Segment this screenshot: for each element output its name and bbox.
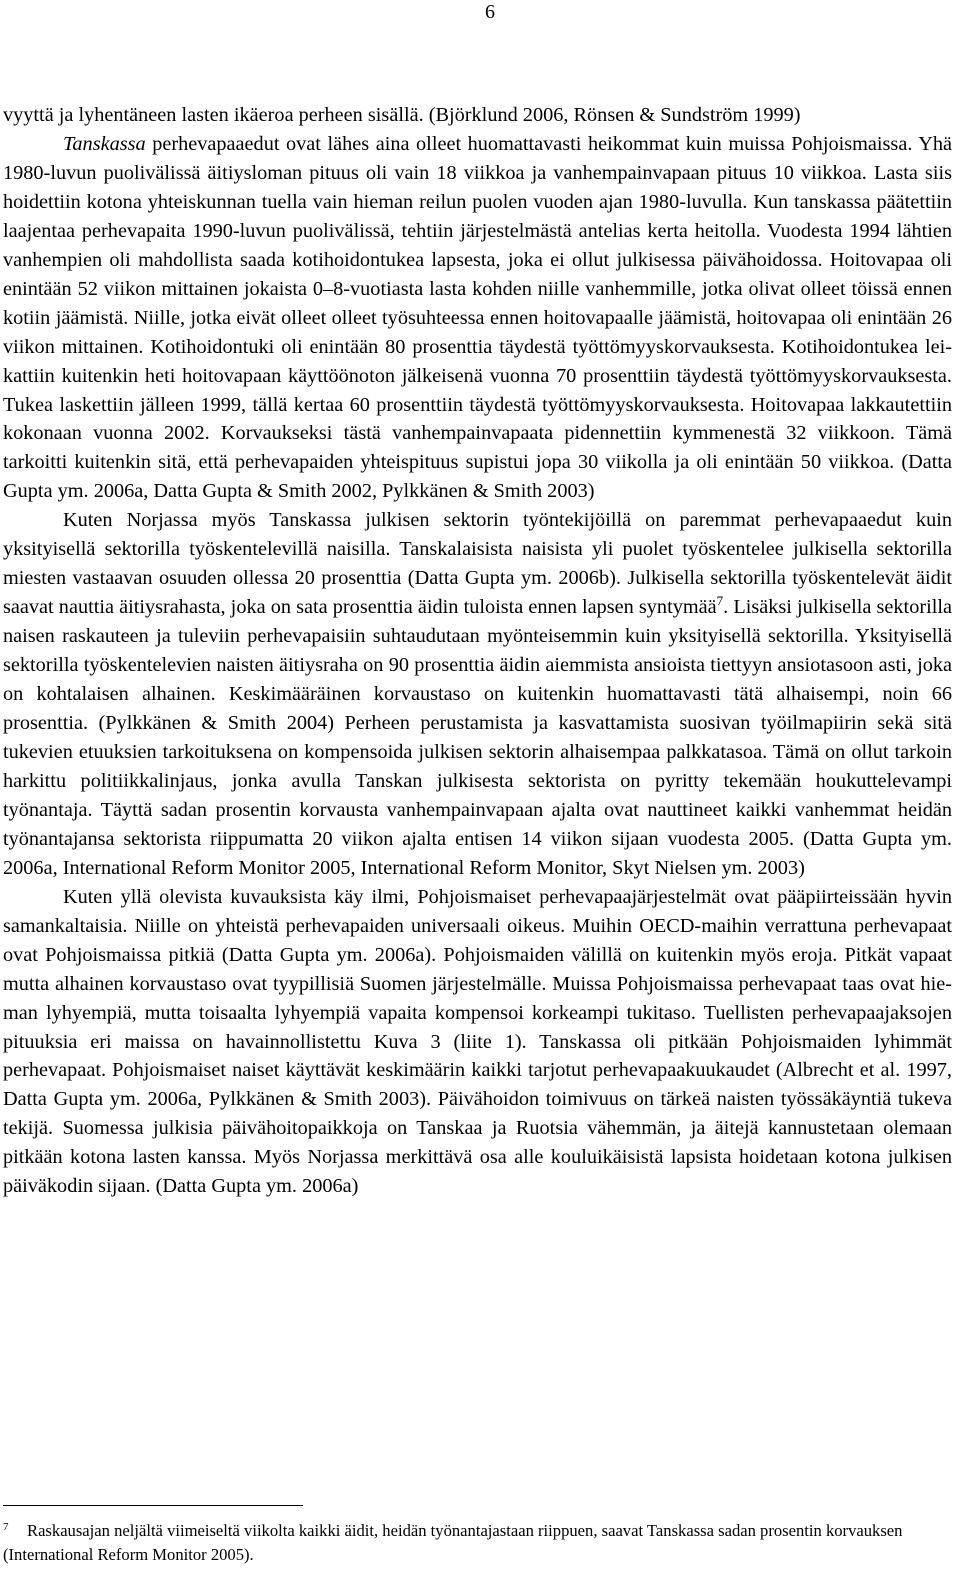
paragraph-text: . Lisäksi julkisella sektorilla naisen raskauteen ja tuleviin perhevapaisiin suhtaudutaan myönteisemmin kuin yksityisellä sektorilla. Yksityisellä sektorilla työskentelevien naisten äitiysraha on 90 prosenttia äidin aiemmista ansioista tiettyyn ansiotasoon asti, joka on kohtalaisen alhainen. Keskimääräinen korvaustaso on kuitenkin huomattavasti tätä alhaisempi, noin 66 prosenttia. (Pylkkänen & Smith 2004) Perheen perustamista ja kasvattamista suosivan työilmapiirin sekä sitä tukevien etuuksien tarkoituksena on kompensoida julkisen sektorin alhaisempaa palkkatasoa. Tämä on ollut tarkoin harkittu politiikkalinjaus, jonka avulla Tanskan julkisesta sektorista on pyritty tekemään houkuttelevampi työnantaja. Täyttä sadan prosentin korvausta vanhempainvapaan ajalta ovat nauttineet kaikki vanhemmat heidän työnantajansa sektorista riippumatta 20 viikon ajalta entisen 14 viikon sijaan vuodesta 2005. (Datta Gupta ym. 2006a, International Reform Monitor 2005, International Reform Monitor, Skyt Nielsen ym. 2003) [3, 596, 952, 879]
footnote-text: Raskausajan neljältä viimeiseltä viikolta kaikki äidit, heidän työnantajastaan riippuen, saavat Tanskassa sadan prosentin korvauksen (International Reform Monitor 2005). [3, 1521, 903, 1564]
paragraph-text: Kuten Norjassa myös Tanskassa julkisen sektorin työntekijöillä on paremmat perhevapaaedut kuin yksityisellä sektorilla työskentelevillä naisilla. Tanskalaisista naisista yli puolet työskentelee julkisella sektorilla miesten vastaavan osuuden ollessa 20 prosenttia (Datta Gupta ym. 2006b). Julkisella sektorilla työskentelevät äidit saavat nauttia äitiysrahasta, joka on sata prosenttia äidin tuloista ennen lapsen syntymää [3, 509, 952, 619]
paragraph [3, 506, 952, 882]
paragraph-text: vyyttä ja lyhentäneen lasten ikäeroa perheen sisällä. (Björklund 2006, Rönsen & Sundström 1999) [3, 104, 801, 126]
emphasized-text: Tanskassa [63, 132, 146, 155]
paragraph-text: Kuten yllä olevista kuvauksista käy ilmi, Pohjoismaiset perhevapaajärjestelmät ovat pääpiirteissään hyvin samankaltaisia. Niille on yhteistä perhevapaiden universaali oikeus. Muihin OECD-maihin verrattuna perhevapaat ovat Pohjoismaissa pitkiä (Datta Gupta ym. 2006a). Pohjoismaiden välillä on kuitenkin myös eroja. Pitkät vapaat mutta alhainen korvaustaso ovat tyypillisiä Suomen järjestelmälle. Muissa Pohjoismaissa perhevapaat taas ovat hieman lyhyempiä, mutta toisaalta lyhyempiä vapaita kompensoi korkeampi tukitaso. Tuellisten perhevapaajaksojen pituuksia eri maissa on havainnollistettu Kuva 3 (liite 1). Tanskassa oli pitkään Pohjoismaiden lyhimmät perhevapaat. Pohjoismaiset naiset käyttävät keskimäärin kaikki tarjotut perhevapaakuukaudet (Albrecht et al. 1997, Datta Gupta ym. 2006a, Pylkkänen & Smith 2003). Päivähoidon toimivuus on tärkeä naisten työssäkäyntiä tukeva tekijä. Suomessa julkisia päivähoitopaikkoja on Tanskaa ja Ruotsia vähemmän, ja äitejä kannustetaan olemaan pitkään kotona lasten kanssa. Myös Norjassa merkittävä osa alle kouluikäisistä lapsista hoidetaan kotona julkisen päiväkodin sijaan. (Datta Gupta ym. 2006a) [3, 885, 952, 1198]
paragraph [3, 883, 952, 1201]
footnote-reference: 7 [716, 593, 724, 609]
body-text [3, 101, 952, 1201]
paragraph [3, 130, 952, 506]
paragraph-text: perhevapaaedut ovat lähes aina olleet huomattavasti heikommat kuin muissa Pohjoismaissa. Yhä 1980-luvun puolivälissä äitiysloman pituus oli vain 18 viikkoa ja vanhempainvapaan pituus 10 viikkoa. Lasta siis hoidettiin kotona yhteiskunnan tuella vain hieman reilun puolen vuoden ajan 1980-luvulla. Kun tanskassa päätettiin laajentaa perhevapaita 1990-luvun puolivälissä, tehtiin järjestelmästä antelias kerta heitolla. Vuodesta 1994 lähtien vanhempien oli mahdollista saada kotihoidontukea lapsesta, joka ei ollut julkisessa päivähoidossa. Hoitovapaa oli enintään 52 viikon mittainen jokaista 0–8-vuotiasta lasta kohden niille vanhemmille, jotka olivat olleet töissä ennen kotiin jäämistä. Niille, jotka eivät olleet olleet työsuhteessa ennen hoitovapaalle jäämistä, hoitovapaa oli enintään 26 viikon mittainen. Kotihoidontuki oli enintään 80 prosenttia täydestä työttömyyskorvauksesta. Kotihoidontukea leikattiin kuitenkin heti hoitovapaan käyttöönoton jälkeisenä vuonna 70 prosenttiin täydestä työttömyyskorvauksesta. Tukea laskettiin jälleen 1999, tällä kertaa 60 prosenttiin täydestä työttömyyskorvauksesta. Hoitovapaa lakkautettiin kokonaan vuonna 2002. Korvaukseksi tästä vanhempainvapaata pidennettiin kymmenestä 32 viikkoon. Tämä tarkoitti kuitenkin sitä, että perhevapaiden yhteispituus supistui jopa 30 viikolla ja oli enintään 50 viikkoa. (Datta Gupta ym. 2006a, Datta Gupta & Smith 2002, Pylkkänen & Smith 2003) [3, 132, 952, 503]
footnote: 7 Raskausajan neljältä viimeiseltä viikolta kaikki äidit, heidän työnantajastaan riippuen, saavat Tanskassa sadan prosentin korvauksen (International Reform Monitor 2005). [3, 1521, 903, 1564]
paragraph [3, 101, 952, 130]
page-number: 6 [485, 1, 495, 23]
footnote-divider [3, 1505, 303, 1506]
